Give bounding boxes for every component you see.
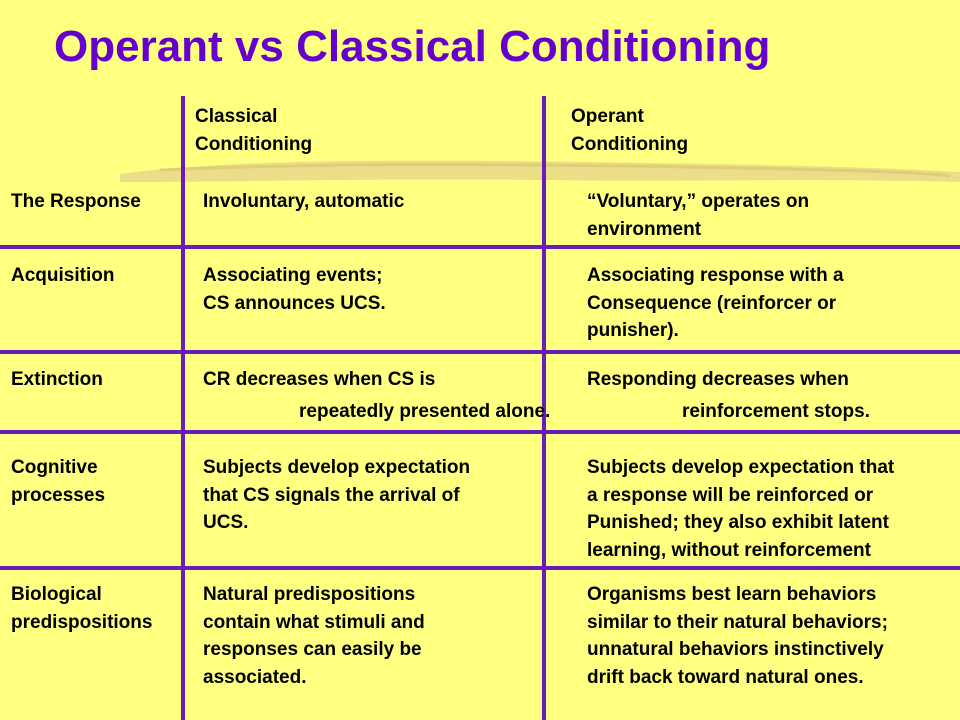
classical-cognitive: Subjects develop expectation that CS signals the arrival of UCS. bbox=[203, 457, 471, 533]
classical-response: Involuntary, automatic bbox=[203, 191, 405, 212]
operant-biological: Organisms best learn behaviors similar to their natural behaviors; unnatural behaviors instinctively drift back toward natural ones. bbox=[587, 584, 888, 688]
row-label-response: The Response bbox=[11, 191, 141, 212]
classical-acquisition: Associating events; CS announces UCS. bbox=[203, 265, 386, 314]
row-divider bbox=[0, 245, 960, 249]
row-divider bbox=[0, 566, 960, 570]
operant-extinction: Responding decreases when bbox=[587, 369, 849, 390]
row-label-cognitive: Cognitive processes bbox=[11, 457, 106, 506]
classical-extinction: CR decreases when CS is bbox=[203, 369, 436, 390]
operant-cognitive: Subjects develop expectation that a response will be reinforced or Punished; they also exhibit latent learning, without reinforcement bbox=[587, 457, 895, 561]
operant-acquisition: Associating response with a Consequence (reinforcer or punisher). bbox=[587, 265, 844, 341]
column-divider-left bbox=[181, 96, 185, 720]
row-label-acquisition: Acquisition bbox=[11, 265, 115, 286]
classical-biological: Natural predispositions contain what stimuli and responses can easily be associated. bbox=[203, 584, 425, 688]
page-title: Operant vs Classical Conditioning bbox=[54, 22, 771, 71]
operant-response: “Voluntary,” operates on environment bbox=[587, 191, 810, 240]
row-label-biological: Biological predispositions bbox=[11, 584, 153, 633]
row-label-extinction: Extinction bbox=[11, 369, 103, 390]
classical-extinction-continued: repeatedly presented alone. bbox=[299, 401, 551, 422]
row-divider bbox=[0, 430, 960, 434]
column-header-operant: Operant Conditioning bbox=[571, 106, 689, 155]
row-divider bbox=[0, 350, 960, 354]
column-header-classical: Classical Conditioning bbox=[195, 106, 313, 155]
operant-extinction-continued: reinforcement stops. bbox=[682, 401, 870, 422]
